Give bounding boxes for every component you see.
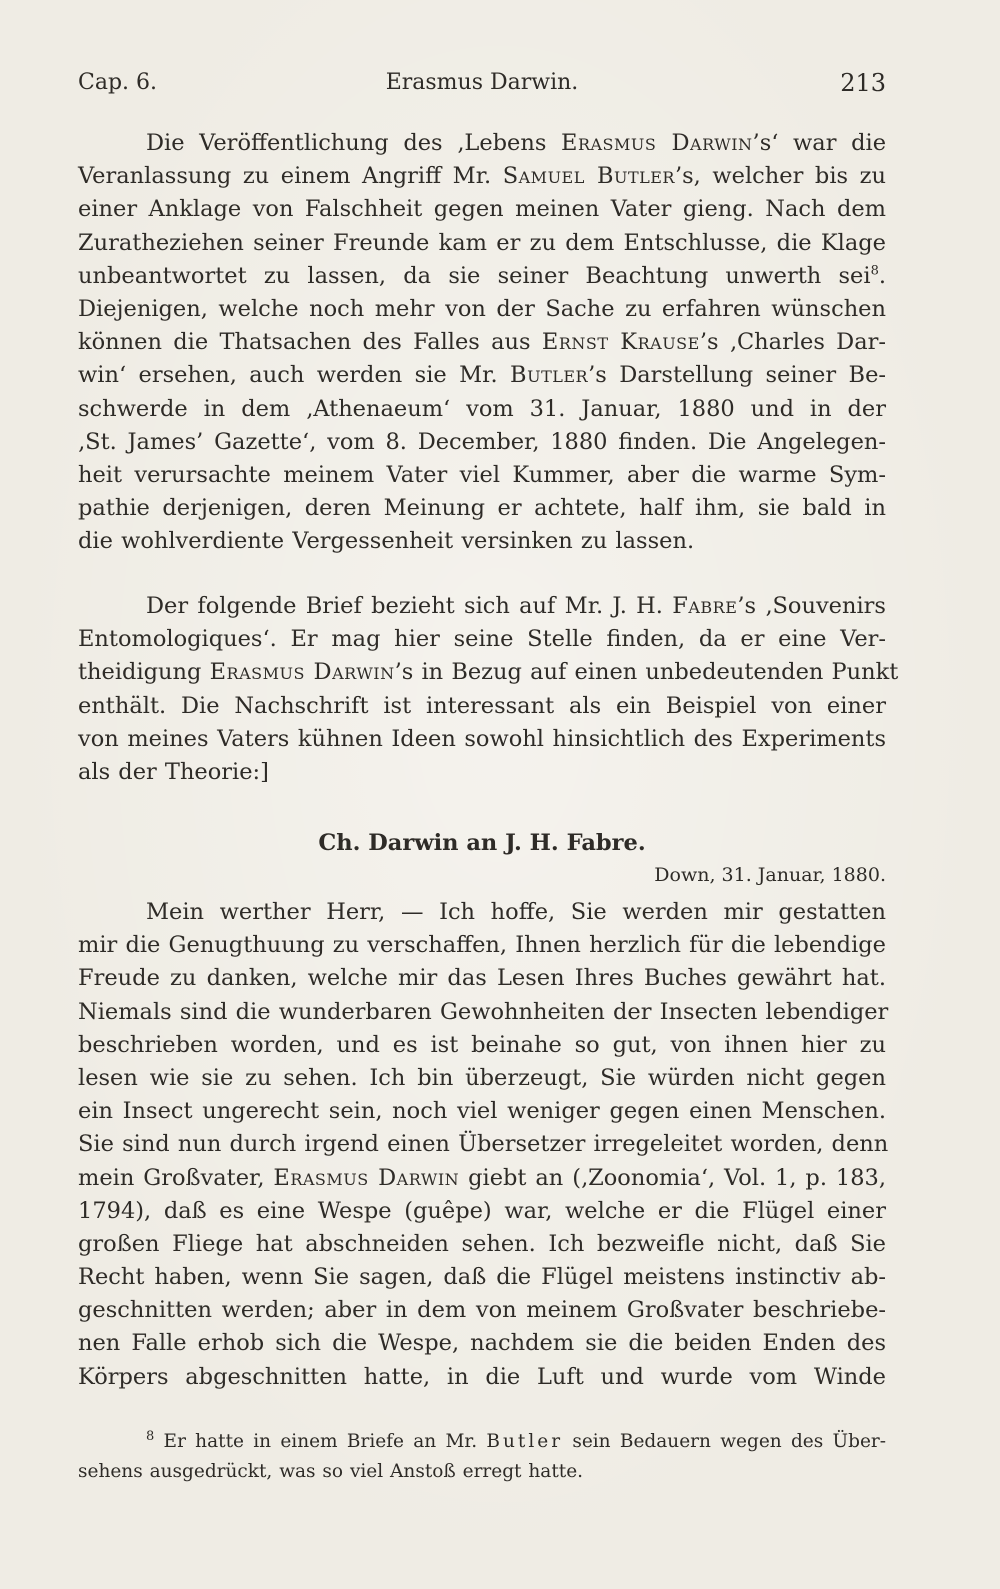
text-line: ‚St. James’ Gazette‘, vom 8. December, 1880 finden. Die Angelegen- xyxy=(78,428,886,455)
text-line: win‘ ersehen, auch werden sie Mr. Butler’s Darstellung seiner Be- xyxy=(78,362,886,389)
text-line: Freude zu danken, welche mir das Lesen Ihres Buches gewährt hat. xyxy=(78,965,886,992)
text-line: lesen wie sie zu sehen. Ich bin überzeugt, Sie würden nicht gegen xyxy=(78,1064,886,1091)
text-line: nen Falle erhob sich die Wespe, nachdem sie die beiden Enden des xyxy=(78,1330,886,1357)
small-caps-name: Ernst Krause xyxy=(541,329,700,356)
text-line: pathie derjenigen, deren Meinung er achtete, half ihm, sie bald in xyxy=(78,495,886,522)
text-line: Der folgende Brief bezieht sich auf Mr. J. H. Fabre’s ‚Souvenirs xyxy=(146,593,886,619)
text-line: geschnitten werden; aber in dem von meinem Großvater beschriebe- xyxy=(78,1297,886,1324)
text-line: die wohlverdiente Vergessenheit versinken zu lassen. xyxy=(78,528,695,555)
paragraph-3 xyxy=(78,896,889,1394)
running-header xyxy=(78,68,886,98)
page-number: 213 xyxy=(840,69,886,97)
text-line: als der Theorie:] xyxy=(78,758,269,785)
text-line: mein Großvater, Erasmus Darwin giebt an (‚Zoonomia‘, Vol. 1, p. 183, xyxy=(78,1164,886,1191)
footnote-line: $^8$ Er hatte in einem Briefe an Mr. Butler sein Bedauern wegen des Über- xyxy=(146,1428,886,1452)
letter-dateline: Down, 31. Januar, 1880. xyxy=(654,864,886,886)
text-line: beschrieben worden, und es ist beinahe so gut, von ihnen hier zu xyxy=(78,1031,886,1058)
text-line: von meines Vaters kühnen Ideen sowohl hinsichtlich des Experiments xyxy=(78,725,886,752)
footnote-line: sehens ausgedrückt, was so viel Anstoß erregt hatte. xyxy=(78,1461,584,1482)
text-line: enthält. Die Nachschrift ist interessant als ein Beispiel von einer xyxy=(78,692,886,719)
running-title: Erasmus Darwin. xyxy=(385,70,579,95)
paragraph-1 xyxy=(78,127,886,558)
text-line: großen Fliege hat abschneiden sehen. Ich bezweifle nicht, daß Sie xyxy=(78,1230,886,1257)
small-caps-name: Fabre xyxy=(672,593,738,619)
text-line: Sie sind nun durch irgend einen Übersetzer irregeleitet worden, denn xyxy=(78,1131,889,1158)
small-caps-name: Samuel Butler xyxy=(502,163,675,190)
footnote xyxy=(78,1427,886,1487)
text-line: unbeantwortet zu lassen, da sie seiner Beachtung unwerth sei$^8$. xyxy=(78,262,886,289)
text-line: 1794), daß es eine Wespe (guêpe) war, welche er die Flügel einer xyxy=(78,1197,886,1224)
text-line: schwerde in dem ‚Athenaeum‘ vom 31. Januar, 1880 und in der xyxy=(78,395,886,422)
small-caps-name: Erasmus Darwin xyxy=(273,1164,460,1191)
text-line: Veranlassung zu einem Angriff Mr. Samuel Butler’s, welcher bis zu xyxy=(78,163,887,190)
text-line: können die Thatsachen des Falles aus Ernst Krause’s ‚Charles Dar- xyxy=(78,329,886,356)
text-line: Diejenigen, welche noch mehr von der Sache zu erfahren wünschen xyxy=(78,295,886,322)
text-line: heit verursachte meinem Vater viel Kummer, aber die warme Sym- xyxy=(78,461,886,488)
spaced-name: Butler xyxy=(486,1431,564,1452)
text-line: einer Anklage von Falschheit gegen meinen Vater gieng. Nach dem xyxy=(78,196,886,223)
small-caps-name: Erasmus Darwin xyxy=(561,130,753,156)
footnote-ref: 8 xyxy=(870,263,879,279)
text-line: mir die Genugthuung zu verschaffen, Ihnen herzlich für die lebendige xyxy=(78,932,886,959)
text-line: Die Veröffentlichung des ‚Lebens Erasmus Darwin’s‘ war die xyxy=(146,130,887,156)
paragraph-2 xyxy=(78,590,899,789)
text-line: Mein werther Herr, — Ich hoffe, Sie werden mir gestatten xyxy=(146,899,886,925)
text-line: Zuratheziehen seiner Freunde kam er zu dem Entschlusse, die Klage xyxy=(78,229,886,256)
text-line: Niemals sind die wunderbaren Gewohnheiten der Insecten lebendiger xyxy=(78,998,889,1025)
text-line: Recht haben, wenn Sie sagen, daß die Flügel meistens instinctiv ab- xyxy=(78,1264,886,1291)
small-caps-name: Butler xyxy=(510,362,589,389)
text-line: ein Insect ungerecht sein, noch viel weniger gegen einen Menschen. xyxy=(78,1098,886,1125)
footnote-marker: 8 xyxy=(146,1428,155,1444)
chapter-label: Cap. 6. xyxy=(78,70,158,95)
small-caps-name: Erasmus Darwin xyxy=(209,659,395,686)
letter-heading: Ch. Darwin an J. H. Fabre. xyxy=(318,830,646,856)
text-line: theidigung Erasmus Darwin’s in Bezug auf einen unbedeutenden Punkt xyxy=(78,659,899,686)
text-line: Körpers abgeschnitten hatte, in die Luft und wurde vom Winde xyxy=(78,1363,886,1390)
text-line: Entomologiques‘. Er mag hier seine Stelle finden, da er eine Ver- xyxy=(78,626,886,653)
